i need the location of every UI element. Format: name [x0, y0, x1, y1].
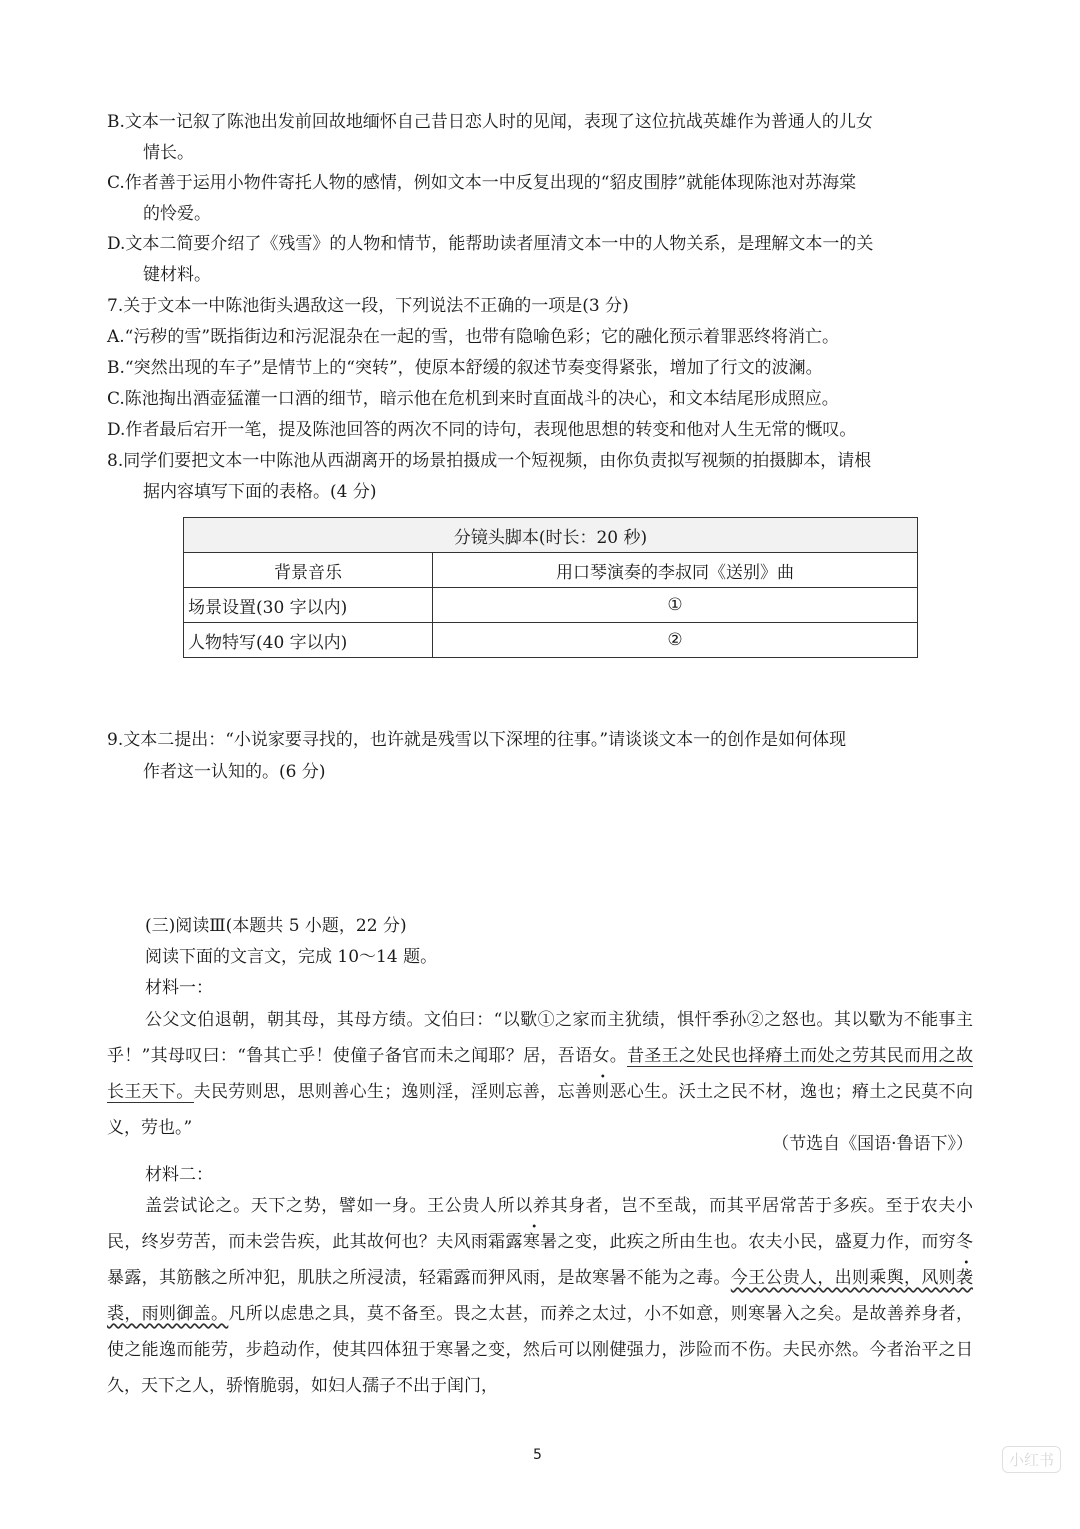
table-value: 用口琴演奏的李叔同《送别》曲 — [433, 553, 918, 588]
page-number: 5 — [533, 1447, 542, 1463]
q6-option-c-line1: C.作者善于运用小物件寄托人物的感情，例如文本一中反复出现的“貂皮围脖”就能体现陈池对苏海棠 — [107, 173, 857, 193]
table-title-row — [184, 518, 918, 553]
table-key: 背景音乐 — [184, 553, 433, 588]
section-heading: (三)阅读Ⅲ(本题共 5 小题，22 分) — [145, 916, 407, 936]
q6-option-b-line2: 情长。 — [143, 143, 194, 163]
q6-option-d-line1: D.文本二简要介绍了《残雪》的人物和情节，能帮助读者厘清文本一中的人物关系，是理解文本一的关 — [107, 234, 874, 254]
q9-line2: 作者这一认知的。(6 分) — [143, 762, 326, 782]
material1-text: 公父文伯退朝，朝其母，其母方绩。文伯曰：“以歜①之家而主犹绩，惧忓季孙②之怒也。其以歜为不能事主乎！”其母叹曰：“鲁其亡乎！使僮子备官而未之闻耶？居，吾语女。昔圣王之处民也择瘠土而处之劳其民而用之故长王天下。夫民劳则思，思则善心生；逸则淫，淫则忘善，忘善则恶心生。沃土之民不材，逸也；瘠土之民莫不向义，劳也。” — [107, 1010, 974, 1138]
table-key: 场景设置(30 字以内) — [184, 588, 433, 623]
material1-label: 材料一： — [145, 978, 213, 998]
q8-stem-line1: 8.同学们要把文本一中陈池从西湖离开的场景拍摄成一个短视频，由你负责拟写视频的拍摄脚本，请根 — [107, 451, 872, 471]
translation-wavy-underline: 今王公贵人，出则乘舆，风则袭裘，雨则御盖。 — [107, 1268, 974, 1324]
q6-option-d-line2: 键材料。 — [143, 265, 211, 285]
q7-stem: 7.关于文本一中陈池街头遇敌这一段，下列说法不正确的一项是(3 分) — [107, 296, 629, 316]
table-title: 分镜头脚本(时长：20 秒) — [184, 518, 918, 553]
source-citation: （节选自《国语·鲁语下》） — [772, 1134, 973, 1154]
emphasis-dot-char: 穷 — [938, 1232, 956, 1252]
q7-option-c: C.陈池掏出酒壶猛灌一口酒的细节，暗示他在危机到来时直面战斗的决心，和文本结尾形成照应。 — [107, 389, 839, 409]
table-value: ① — [433, 588, 918, 623]
section-instruction: 阅读下面的文言文，完成 10～14 题。 — [145, 947, 438, 967]
table-key: 人物特写(40 字以内) — [184, 623, 433, 658]
emphasis-dot-char: 所以 — [497, 1196, 533, 1216]
translation-underline: 昔圣王之处民也择瘠土而处之劳其民而用之故长王天下。 — [107, 1046, 973, 1102]
emphasis-dot-char: 语 — [575, 1046, 593, 1066]
table-row — [184, 588, 918, 623]
q7-option-a: A.“污秽的雪”既指街边和污泥混杂在一起的雪，也带有隐喻色彩；它的融化预示着罪恶终将消亡。 — [107, 327, 840, 347]
q7-option-b: B.“突然出现的车子”是情节上的“突转”，使原本舒缓的叙述节奏变得紧张，增加了行文的波澜。 — [107, 358, 823, 378]
q6-option-b-line1: B.文本一记叙了陈池出发前回故地缅怀自己昔日恋人时的见闻，表现了这位抗战英雄作为普通人的儿女 — [107, 112, 873, 132]
material2-label: 材料二： — [145, 1165, 213, 1185]
material2-text: 盖尝试论之。天下之势，譬如一身。王公贵人所以养其身者，岂不至哉，而其平居常苦于多疾。至于农夫小民，终岁劳苦，而未尝告疾，此其故何也？夫风雨霜露寒暑之变，此疾之所由生也。农夫小民，盛夏力作，而穷冬暴露，其筋骸之所冲犯，肌肤之所浸渍，轻霜露而狎风雨，是故寒暑不能为之毒。今王公贵人，出则乘舆，风则袭裘，雨则御盖。凡所以虑患之具，莫不备至。畏之太甚，而养之太过，小不如意，则寒暑入之矣。是故善养身者，使之能逸而能劳，步趋动作，使其四体狃于寒暑之变，然后可以刚健强力，涉险而不伤。夫民亦然。今者治平之日久，天下之人，骄惰脆弱，如妇人孺子不出于闺门， — [107, 1196, 974, 1396]
q7-option-d: D.作者最后宕开一笔，提及陈池回答的两次不同的诗句，表现他思想的转变和他对人生无常的慨叹。 — [107, 420, 857, 440]
q9-line1: 9.文本二提出：“小说家要寻找的，也许就是残雪以下深埋的往事。”请谈谈文本一的创作是如何体现 — [107, 730, 847, 750]
table-row — [184, 623, 918, 658]
table-row — [184, 553, 918, 588]
q6-option-c-line2: 的怜爱。 — [143, 204, 211, 224]
q8-stem-line2: 据内容填写下面的表格。(4 分) — [143, 482, 377, 502]
storyboard-table — [183, 517, 918, 658]
table-value: ② — [433, 623, 918, 658]
watermark-logo: 小红书 — [1002, 1446, 1061, 1473]
